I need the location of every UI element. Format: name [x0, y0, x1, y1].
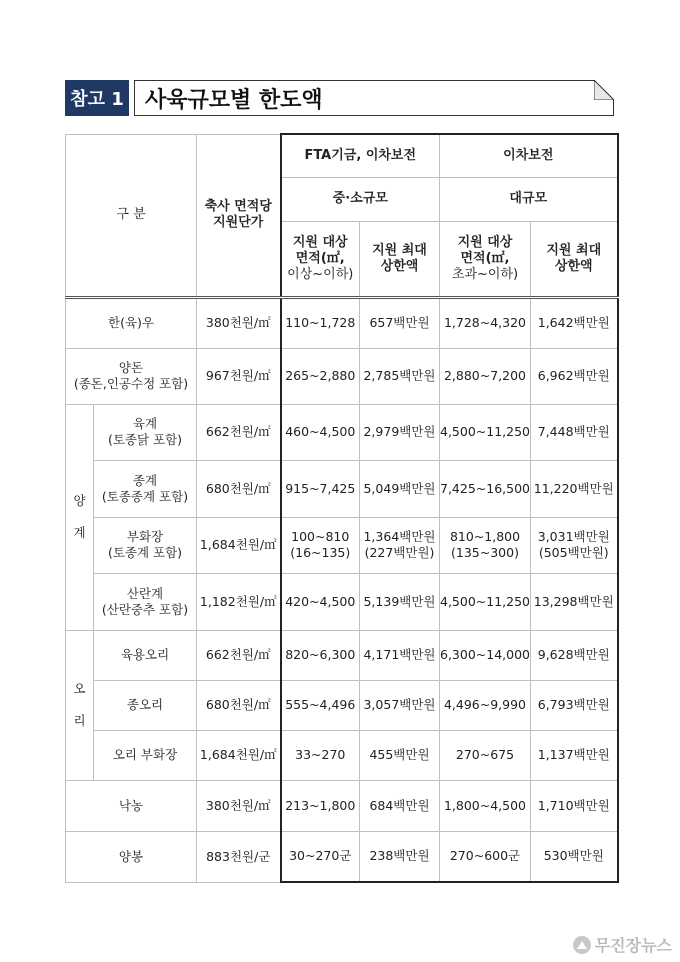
table-row	[66, 517, 618, 573]
row-price: 1,684천원/㎡	[197, 517, 281, 573]
header-area-small-line1: 지원 대상	[292, 234, 348, 250]
table-row	[66, 348, 618, 404]
row-limit-small: 657백만원	[360, 297, 440, 348]
header-group-interest: 이차보전	[440, 134, 618, 177]
header-unit-price: 축사 면적당 지원단가	[197, 134, 281, 297]
row-area-small: 33~270	[281, 730, 360, 780]
page-title: 사육규모별 한도액	[134, 80, 614, 116]
row-limit-small: 455백만원	[360, 730, 440, 780]
header-area-small	[281, 221, 360, 297]
row-limit-small: 238백만원	[360, 831, 440, 882]
row-price: 1,182천원/㎡	[197, 573, 281, 630]
watermark-text: 무진장뉴스	[594, 936, 672, 955]
row-name: 종오리	[94, 680, 197, 730]
table-row	[66, 297, 618, 348]
row-area-large: 270~600군	[440, 831, 531, 882]
row-area-large: 810~1,800 (135~300)	[440, 517, 531, 573]
table-row	[66, 460, 618, 517]
row-price: 1,684천원/㎡	[197, 730, 281, 780]
row-area-small: 265~2,880	[281, 348, 360, 404]
row-area-large: 1,800~4,500	[440, 780, 531, 831]
row-area-small: 555~4,496	[281, 680, 360, 730]
header-scale-small: 중·소규모	[281, 177, 440, 221]
row-price: 680천원/㎡	[197, 460, 281, 517]
row-area-large: 7,425~16,500	[440, 460, 531, 517]
row-area-small: 30~270군	[281, 831, 360, 882]
header-area-large-line1: 지원 대상	[457, 234, 513, 250]
header-area-large-line3: 초과~이하)	[451, 266, 519, 282]
row-name: 산란계 (산란중추 포함)	[94, 573, 197, 630]
table-row	[66, 404, 618, 460]
row-limit-small: 2,785백만원	[360, 348, 440, 404]
row-area-large: 270~675	[440, 730, 531, 780]
header-limit-small: 지원 최대 상한액	[360, 221, 440, 297]
header-area-large	[440, 221, 531, 297]
row-limit-small: 2,979백만원	[360, 404, 440, 460]
row-name: 육용오리	[94, 630, 197, 680]
row-area-small: 420~4,500	[281, 573, 360, 630]
row-area-large: 2,880~7,200	[440, 348, 531, 404]
row-price: 967천원/㎡	[197, 348, 281, 404]
row-name: 양돈 (종돈,인공수정 포함)	[66, 348, 197, 404]
row-limit-small: 1,364백만원 (227백만원)	[360, 517, 440, 573]
row-limit-large: 6,962백만원	[531, 348, 618, 404]
table-row	[66, 573, 618, 630]
table-row	[66, 780, 618, 831]
row-price: 380천원/㎡	[197, 297, 281, 348]
row-name: 부화장 (토종계 포함)	[94, 517, 197, 573]
row-limit-large: 7,448백만원	[531, 404, 618, 460]
row-area-small: 100~810 (16~135)	[281, 517, 360, 573]
row-name: 낙농	[66, 780, 197, 831]
reference-badge: 참고 1	[65, 80, 129, 116]
watermark-logo-icon	[573, 936, 591, 954]
row-limit-large: 13,298백만원	[531, 573, 618, 630]
row-limit-large: 530백만원	[531, 831, 618, 882]
row-area-large: 4,500~11,250	[440, 404, 531, 460]
row-name: 양봉	[66, 831, 197, 882]
row-area-small: 110~1,728	[281, 297, 360, 348]
row-limit-large: 6,793백만원	[531, 680, 618, 730]
row-price: 380천원/㎡	[197, 780, 281, 831]
header-category: 구 분	[66, 134, 197, 297]
row-area-small: 460~4,500	[281, 404, 360, 460]
group-duck: 오 리	[66, 630, 94, 780]
table-row	[66, 680, 618, 730]
watermark	[573, 933, 672, 956]
row-limit-large: 9,628백만원	[531, 630, 618, 680]
header-area-large-line2: 면적(㎡,	[460, 250, 510, 266]
row-name: 육계 (토종닭 포함)	[94, 404, 197, 460]
row-name: 한(육)우	[66, 297, 197, 348]
row-area-small: 915~7,425	[281, 460, 360, 517]
header-area-small-line2: 면적(㎡,	[295, 250, 345, 266]
row-limit-small: 4,171백만원	[360, 630, 440, 680]
row-price: 662천원/㎡	[197, 630, 281, 680]
row-limit-small: 684백만원	[360, 780, 440, 831]
header-area-small-line3: 이상~이하)	[287, 266, 354, 282]
row-limit-small: 3,057백만원	[360, 680, 440, 730]
header-limit-large: 지원 최대 상한액	[531, 221, 618, 297]
row-price: 680천원/㎡	[197, 680, 281, 730]
table-row	[66, 730, 618, 780]
row-price: 662천원/㎡	[197, 404, 281, 460]
row-limit-large: 3,031백만원 (505백만원)	[531, 517, 618, 573]
row-area-small: 820~6,300	[281, 630, 360, 680]
row-area-large: 4,500~11,250	[440, 573, 531, 630]
group-chicken: 양 계	[66, 404, 94, 630]
row-name: 오리 부화장	[94, 730, 197, 780]
row-limit-small: 5,049백만원	[360, 460, 440, 517]
table-row	[66, 831, 618, 882]
row-limit-large: 11,220백만원	[531, 460, 618, 517]
limit-table	[65, 133, 619, 883]
row-area-large: 1,728~4,320	[440, 297, 531, 348]
row-limit-large: 1,137백만원	[531, 730, 618, 780]
row-name: 종계 (토종종계 포함)	[94, 460, 197, 517]
row-limit-large: 1,710백만원	[531, 780, 618, 831]
folded-corner-icon	[594, 80, 614, 100]
row-area-large: 4,496~9,990	[440, 680, 531, 730]
row-area-large: 6,300~14,000	[440, 630, 531, 680]
table-row	[66, 630, 618, 680]
row-limit-small: 5,139백만원	[360, 573, 440, 630]
header-group-fta: FTA기금, 이차보전	[281, 134, 440, 177]
row-area-small: 213~1,800	[281, 780, 360, 831]
row-price: 883천원/군	[197, 831, 281, 882]
header-scale-large: 대규모	[440, 177, 618, 221]
row-limit-large: 1,642백만원	[531, 297, 618, 348]
